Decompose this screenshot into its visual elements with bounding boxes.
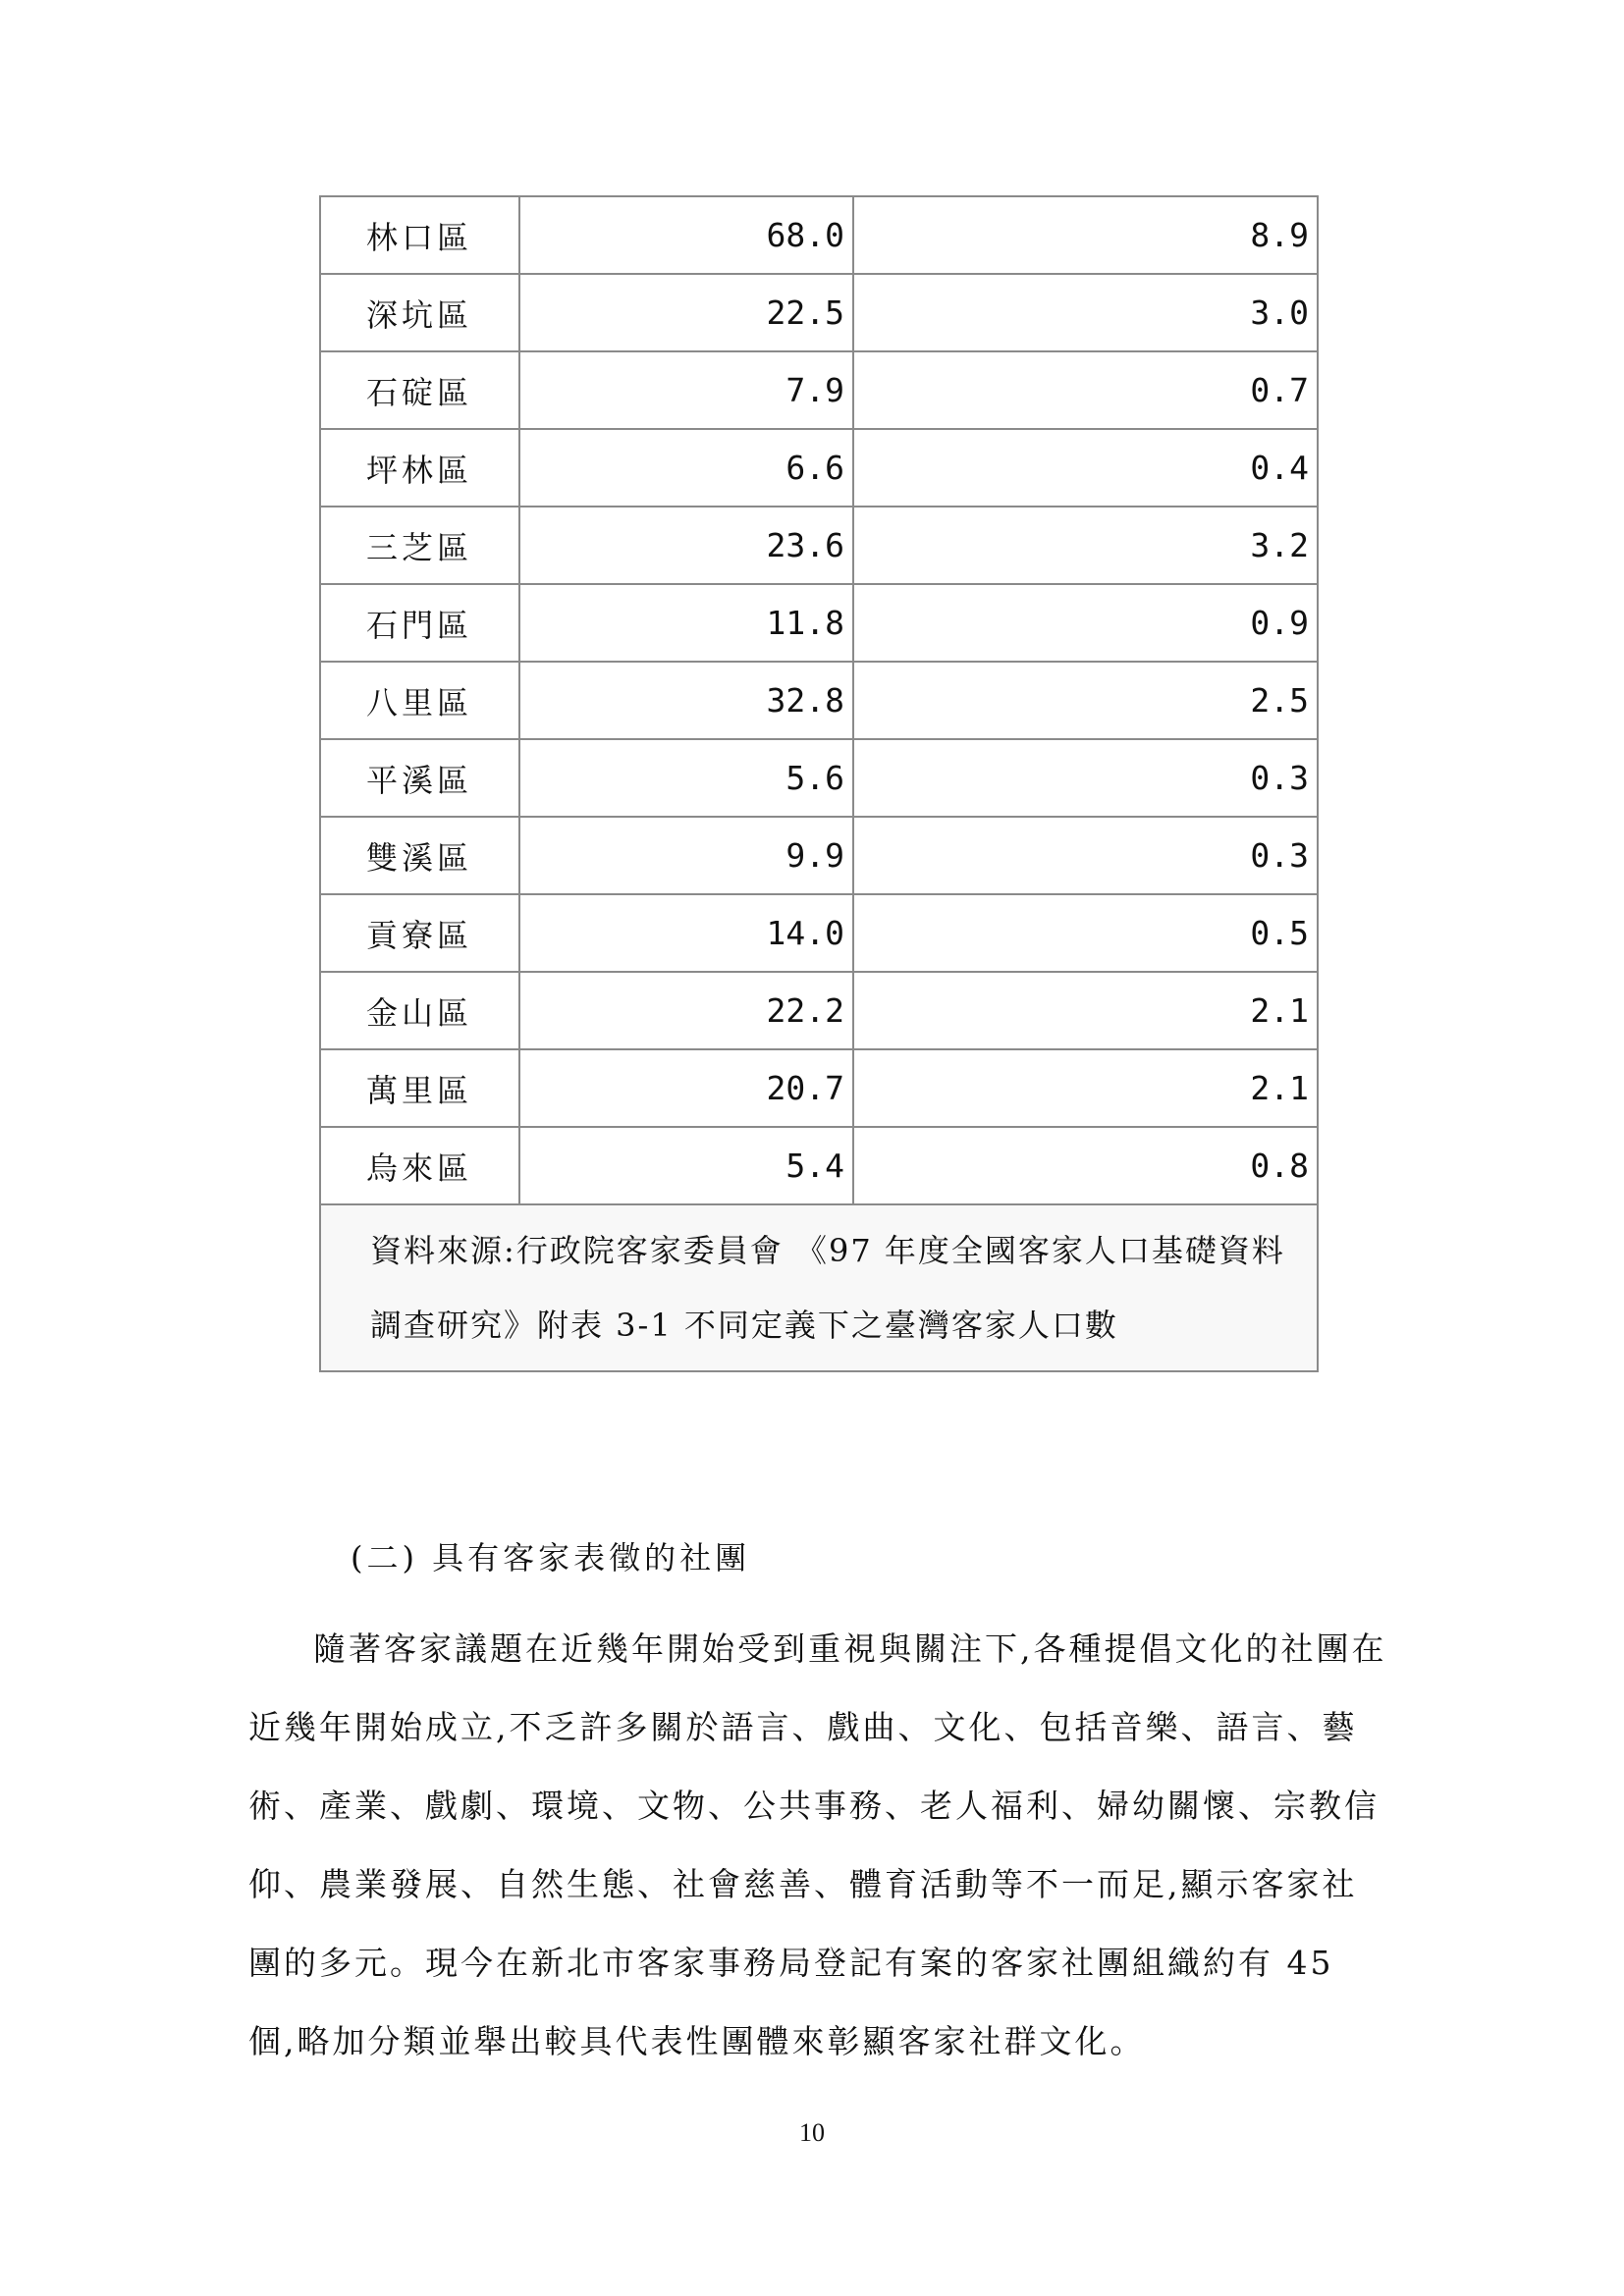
value-2-cell: 2.1 [853, 1049, 1318, 1127]
value-2-cell: 0.4 [853, 429, 1318, 507]
table-row [320, 1049, 1318, 1127]
table-source-note: 資料來源:行政院客家委員會 《97 年度全國客家人口基礎資料調查研究》附表 3-1 不同定義下之臺灣客家人口數 [320, 1204, 1318, 1371]
table-row [320, 507, 1318, 584]
district-cell: 八里區 [320, 662, 519, 739]
value-1-cell: 7.9 [519, 351, 853, 429]
table-row [320, 894, 1318, 972]
value-1-cell: 5.6 [519, 739, 853, 817]
table-row [320, 274, 1318, 351]
district-cell: 深坑區 [320, 274, 519, 351]
district-cell: 林口區 [320, 196, 519, 274]
value-1-cell: 23.6 [519, 507, 853, 584]
value-2-cell: 0.5 [853, 894, 1318, 972]
value-1-cell: 6.6 [519, 429, 853, 507]
source-row [320, 1204, 1318, 1371]
district-cell: 石碇區 [320, 351, 519, 429]
table-row [320, 351, 1318, 429]
value-1-cell: 22.2 [519, 972, 853, 1049]
table-row [320, 972, 1318, 1049]
district-cell: 萬里區 [320, 1049, 519, 1127]
district-cell: 平溪區 [320, 739, 519, 817]
district-cell: 石門區 [320, 584, 519, 662]
value-1-cell: 68.0 [519, 196, 853, 274]
value-1-cell: 5.4 [519, 1127, 853, 1204]
table-row [320, 429, 1318, 507]
table-row [320, 662, 1318, 739]
value-2-cell: 0.8 [853, 1127, 1318, 1204]
value-2-cell: 0.7 [853, 351, 1318, 429]
value-2-cell: 3.2 [853, 507, 1318, 584]
body-paragraph: 隨著客家議題在近幾年開始受到重視與關注下,各種提倡文化的社團在近幾年開始成立,不乏許多關於語言、戲曲、文化、包括音樂、語言、藝術、產業、戲劇、環境、文物、公共事務、老人福利、婦幼關懷、宗教信仰、農業發展、自然生態、社會慈善、體育活動等不一而足,顯示客家社團的多元。現今在新北市客家事務局登記有案的客家社團組織約有 45 個,略加分類並舉出較具代表性團體來彰顯客家社群文化。 [248, 1629, 1387, 2060]
district-cell: 貢寮區 [320, 894, 519, 972]
table-row [320, 739, 1318, 817]
value-2-cell: 2.1 [853, 972, 1318, 1049]
page-number: 10 [799, 2118, 825, 2147]
value-1-cell: 22.5 [519, 274, 853, 351]
value-2-cell: 0.9 [853, 584, 1318, 662]
value-2-cell: 2.5 [853, 662, 1318, 739]
table-row [320, 584, 1318, 662]
value-1-cell: 32.8 [519, 662, 853, 739]
table-row [320, 817, 1318, 894]
table-body [320, 196, 1318, 1204]
value-1-cell: 14.0 [519, 894, 853, 972]
value-1-cell: 11.8 [519, 584, 853, 662]
district-cell: 金山區 [320, 972, 519, 1049]
value-1-cell: 9.9 [519, 817, 853, 894]
district-cell: 烏來區 [320, 1127, 519, 1204]
section-heading: (二) 具有客家表徵的社團 [351, 1539, 751, 1576]
district-cell: 坪林區 [320, 429, 519, 507]
value-2-cell: 8.9 [853, 196, 1318, 274]
value-2-cell: 0.3 [853, 817, 1318, 894]
table-row [320, 1127, 1318, 1204]
district-cell: 三芝區 [320, 507, 519, 584]
value-2-cell: 3.0 [853, 274, 1318, 351]
table-row [320, 196, 1318, 274]
population-table [319, 195, 1319, 1372]
district-cell: 雙溪區 [320, 817, 519, 894]
value-2-cell: 0.3 [853, 739, 1318, 817]
value-1-cell: 20.7 [519, 1049, 853, 1127]
